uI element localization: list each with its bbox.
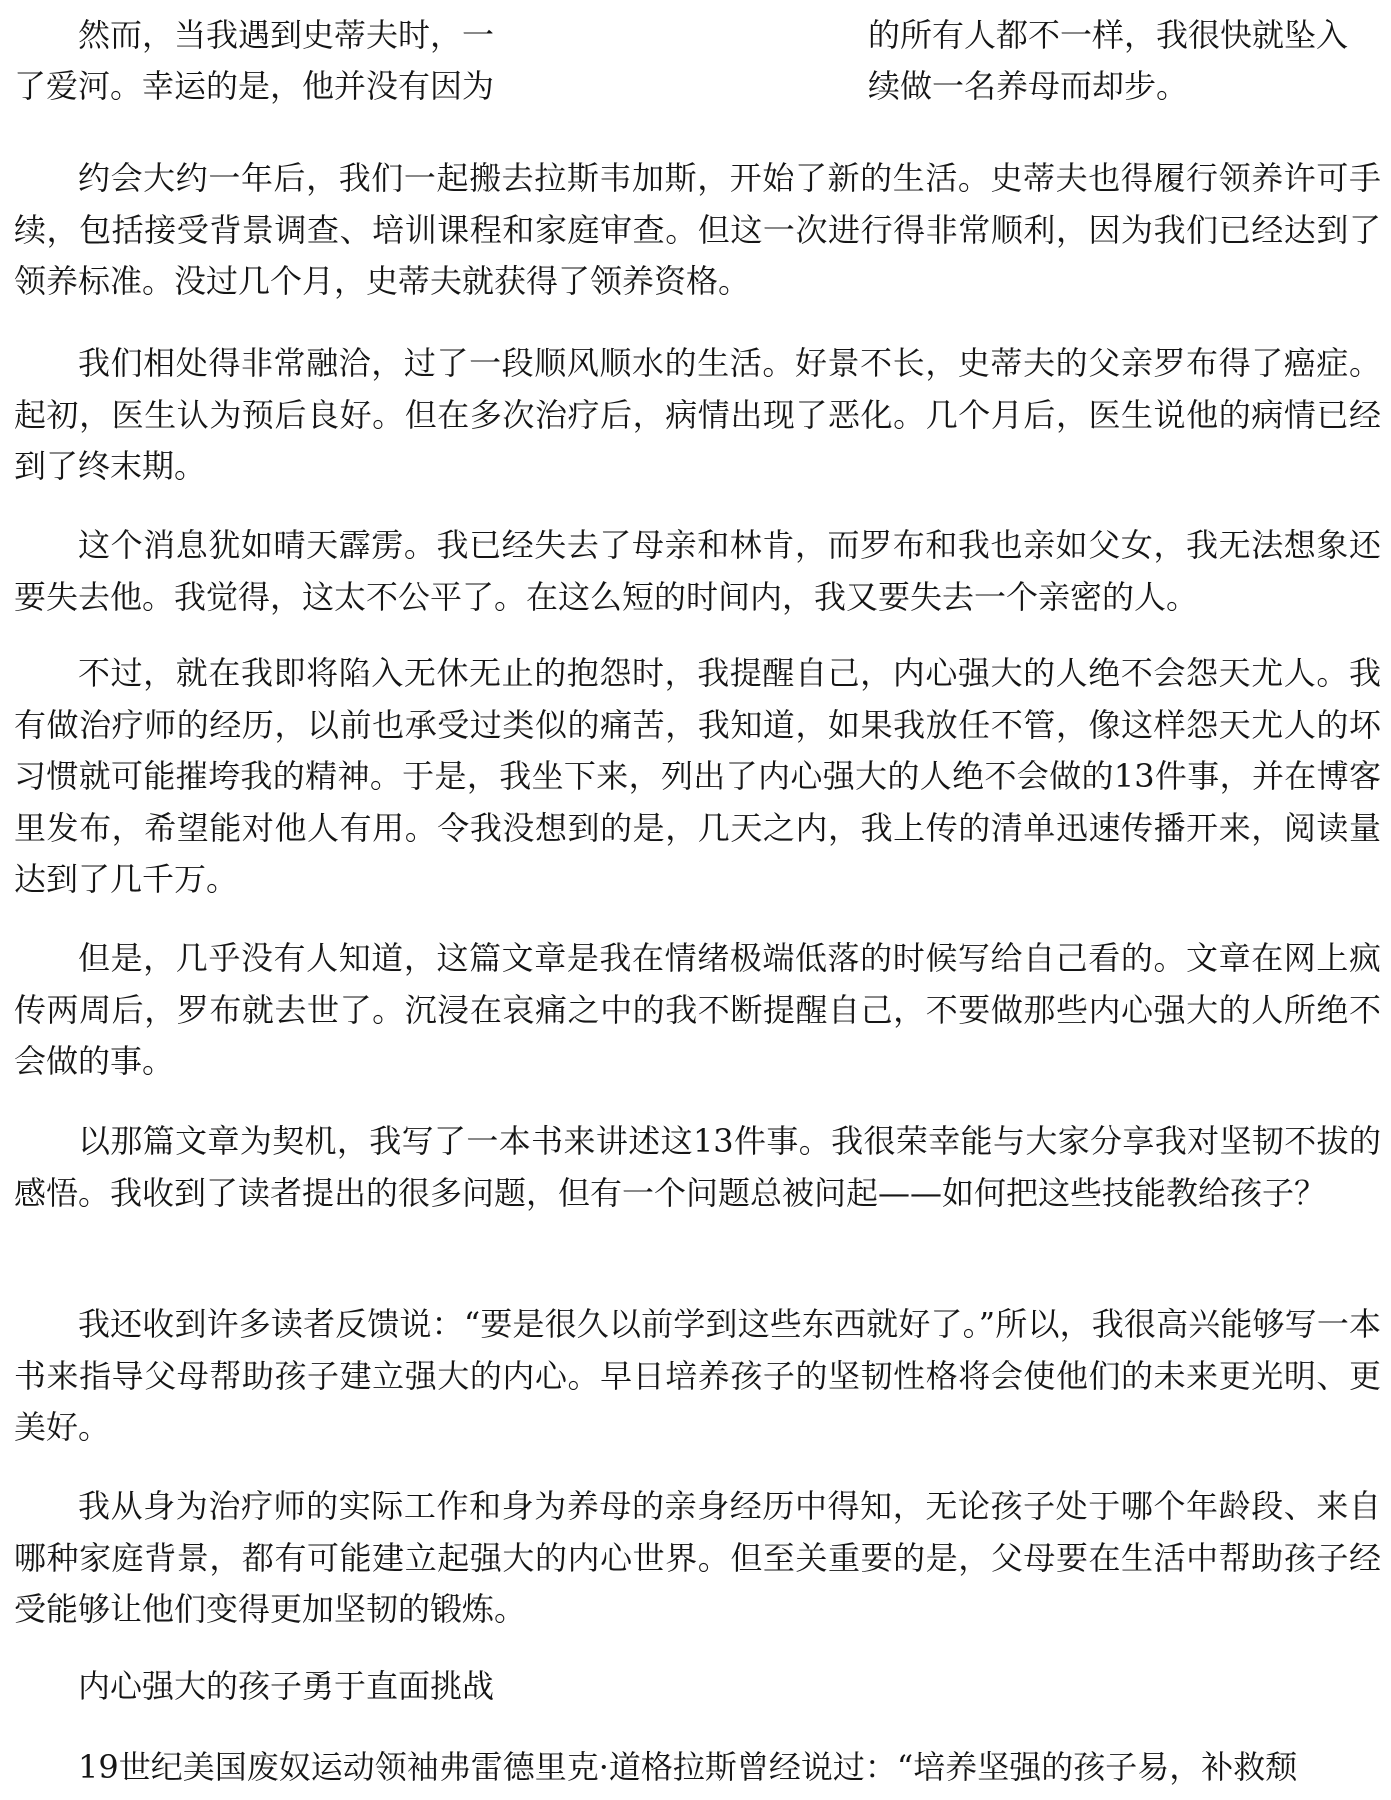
split-text-row — [14, 10, 1379, 120]
paragraph-3: 这个消息犹如晴天霹雳。我已经失去了母亲和林肯，而罗布和我也亲如父女，我无法想象还要失去他。我觉得，这太不公平了。在这么短的时间内，我又要失去一个亲密的人。 — [14, 526, 1381, 616]
split-text-left: 然而，当我遇到史蒂夫时，一 了爱河。幸运的是，他并没有因为 — [14, 16, 495, 105]
paragraph-6: 以那篇文章为契机，我写了一本书来讲述这13件事。我很荣幸能与大家分享我对坚韧不拔的感悟。我收到了读者提出的很多问题，但有一个问题总被问起——如何把这些技能教给孩子？ — [14, 1122, 1381, 1212]
paragraph-8: 我从身为治疗师的实际工作和身为养母的亲身经历中得知，无论孩子处于哪个年龄段、来自哪种家庭背景，都有可能建立起强大的内心世界。但至关重要的是，父母要在生活中帮助孩子经受能够让他们变得更加坚韧的锻炼。 — [14, 1487, 1381, 1628]
section-heading: 内心强大的孩子勇于直面挑战 — [78, 1667, 495, 1705]
paragraph-9: 19世纪美国废奴运动领袖弗雷德里克·道格拉斯曾经说过：“培养坚强的孩子易，补救颓 — [78, 1748, 1298, 1786]
paragraph-5: 但是，几乎没有人知道，这篇文章是我在情绪极端低落的时候写给自己看的。文章在网上疯传两周后，罗布就去世了。沉浸在哀痛之中的我不断提醒自己，不要做那些内心强大的人所绝不会做的事。 — [14, 939, 1381, 1080]
paragraph-2: 我们相处得非常融洽，过了一段顺风顺水的生活。好景不长，史蒂夫的父亲罗布得了癌症。起初，医生认为预后良好。但在多次治疗后，病情出现了恶化。几个月后，医生说他的病情已经到了终末期。 — [14, 344, 1381, 485]
paragraph-4: 不过，就在我即将陷入无休无止的抱怨时，我提醒自己，内心强大的人绝不会怨天尤人。我有做治疗师的经历，以前也承受过类似的痛苦，我知道，如果我放任不管，像这样怨天尤人的坏习惯就可能摧垮我的精神。于是，我坐下来，列出了内心强大的人绝不会做的13件事，并在博客里发布，希望能对他人有用。令我没想到的是，几天之内，我上传的清单迅速传播开来，阅读量达到了几千万。 — [14, 654, 1381, 898]
paragraph-7: 我还收到许多读者反馈说：“要是很久以前学到这些东西就好了。”所以，我很高兴能够写一本书来指导父母帮助孩子建立强大的内心。早日培养孩子的坚韧性格将会使他们的未来更光明、更美好。 — [14, 1305, 1381, 1446]
paragraph-1: 约会大约一年后，我们一起搬去拉斯韦加斯，开始了新的生活。史蒂夫也得履行领养许可手续，包括接受背景调查、培训课程和家庭审查。但这一次进行得非常顺利，因为我们已经达到了领养标准。没过几个月，史蒂夫就获得了领养资格。 — [14, 159, 1381, 300]
split-text-right: 的所有人都不一样，我很快就坠入 续做一名养母而却步。 — [868, 16, 1349, 105]
